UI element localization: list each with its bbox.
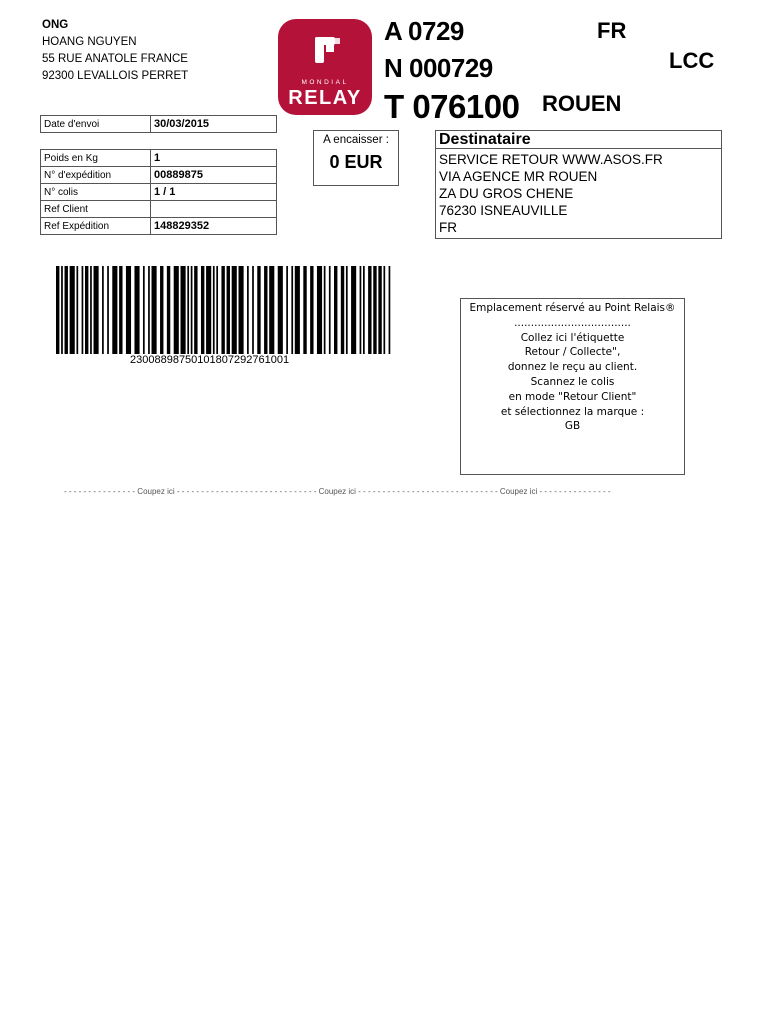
sender-address [42,17,188,85]
recipient-line: SERVICE RETOUR WWW.ASOS.FR [439,152,663,167]
sender-name: ONG [42,19,69,31]
barcode-bar [247,266,249,354]
relay-box-line: Scannez le colis [530,375,615,388]
shipment-number-label: N° d'expédition [41,167,151,184]
barcode-bar [286,266,288,354]
barcode-bar [303,266,306,354]
barcode-bar [324,266,326,354]
barcode-bar [187,266,189,354]
barcode-bar [65,266,68,354]
sender-line: 92300 LEVALLOIS PERRET [42,70,189,82]
barcode-bar [334,266,337,354]
country-code: FR [597,18,627,43]
barcode-bar [206,266,211,354]
relay-box-line: Retour / Collecte", [524,346,621,359]
logo-mark-square [334,38,340,44]
relay-box-line: en mode "Retour Client" [508,390,637,403]
cod-label: A encaisser : [323,134,389,146]
client-ref-label: Ref Client [41,201,151,218]
barcode-bar [310,266,313,354]
shipment-barcode [56,266,392,354]
barcode-bar [252,266,254,354]
barcode-bar [373,266,376,354]
barcode-bar [119,266,122,354]
barcode-bar [76,266,78,354]
table-row [41,184,277,201]
barcode-bar [160,266,163,354]
mondial-relay-logo [278,19,372,115]
recipient-box [435,130,722,239]
shipment-table [40,149,277,235]
barcode-bar [383,266,385,354]
barcode-bar [368,266,371,354]
barcode-bar [227,266,230,354]
logo-mark-arm [315,37,335,45]
relay-point-box [460,298,685,475]
destination-city: ROUEN [542,91,622,116]
barcode-bar [167,266,170,354]
code-a: A 0729 [384,16,464,46]
code-t: T 076100 [384,88,520,125]
barcode-bar [56,266,59,354]
barcode-bar [112,266,117,354]
barcode-bar [191,266,193,354]
barcode-bar [257,266,260,354]
barcode-bar [346,266,348,354]
table-row [41,116,277,133]
logo-mark-dot [326,44,334,52]
relay-box-line: Collez ici l'étiquette [520,331,625,344]
barcode-bar [152,266,157,354]
parcel-count-label: N° colis [41,184,151,201]
relay-box-line: GB [564,420,581,433]
table-row [41,201,277,218]
barcode-bar [61,266,63,354]
service-code: LCC [669,48,715,73]
recipient-title: Destinataire [436,131,721,149]
shipping-ref-value: 148829352 [151,218,277,235]
recipient-line: 76230 ISNEAUVILLE [439,203,568,218]
barcode-bar [291,266,293,354]
weight-label: Poids en Kg [41,150,151,167]
recipient-line: VIA AGENCE MR ROUEN [439,169,598,184]
barcode-bar [107,266,109,354]
barcode-bar [216,266,218,354]
shipment-number-value: 00889875 [151,167,277,184]
barcode-bar [213,266,215,354]
date-table [40,115,277,133]
barcode-bar [90,266,92,354]
table-row [41,167,277,184]
barcode-bar [102,266,104,354]
code-n: N 000729 [384,53,493,83]
barcode-bar [269,266,274,354]
relay-box-line: donnez le reçu au client. [507,361,638,374]
barcode-bar [148,266,150,354]
barcode-bar [181,266,186,354]
barcode-bar [134,266,139,354]
barcode-bar [378,266,381,354]
table-row [41,150,277,167]
barcode-bar [221,266,224,354]
barcode-bar [329,266,331,354]
sender-line: 55 RUE ANATOLE FRANCE [42,53,188,65]
date-label: Date d'envoi [41,116,151,133]
sender-line: HOANG NGUYEN [42,36,137,48]
barcode-bar [126,266,131,354]
cod-box [313,130,399,186]
relay-box-line: ................................... [514,316,631,329]
barcode-bar [70,266,75,354]
barcode-bar [264,266,267,354]
cod-amount: 0 EUR [329,152,383,172]
recipient-line: FR [439,220,457,235]
weight-value: 1 [151,150,277,167]
barcode-bar [85,266,88,354]
barcode-bar [194,266,197,354]
barcode-bar [143,266,145,354]
barcode-bar [239,266,244,354]
barcode-bar [232,266,237,354]
recipient-line: ZA DU GROS CHENE [439,186,574,201]
barcode-bar [278,266,283,354]
barcode-number: 23008898750101807292761001 [130,354,290,366]
barcode-bar [201,266,204,354]
client-ref-value [151,201,277,218]
barcode-bar [317,266,322,354]
date-value: 30/03/2015 [151,116,277,133]
shipping-ref-label: Ref Expédition [41,218,151,235]
barcode-bar [82,266,84,354]
table-row [41,218,277,235]
barcode-bar [295,266,300,354]
logo-top-text: MONDIAL [301,79,349,86]
parcel-count-value: 1 / 1 [151,184,277,201]
barcode-bar [174,266,179,354]
cut-line: - - - - - - - - - - - - - - - Coupez ici - - - - - - - - - - - - - - - - - - - - - - - - - - - - - Coupez ici - - - - - - - - - - - - - - - - - - - - - - - - - - - - - Coupez ici - - - - - - - - - - - - - - - [64,487,611,496]
barcode-bar [351,266,356,354]
relay-box-line: et sélectionnez la marque : [500,405,645,418]
barcode-bar [341,266,344,354]
relay-box-line: Emplacement réservé au Point Relais® [469,302,676,314]
barcode-bar [389,266,391,354]
barcode-bar [363,266,365,354]
logo-bottom-text: RELAY [288,87,362,109]
barcode-bar [360,266,362,354]
barcode-bar [94,266,99,354]
